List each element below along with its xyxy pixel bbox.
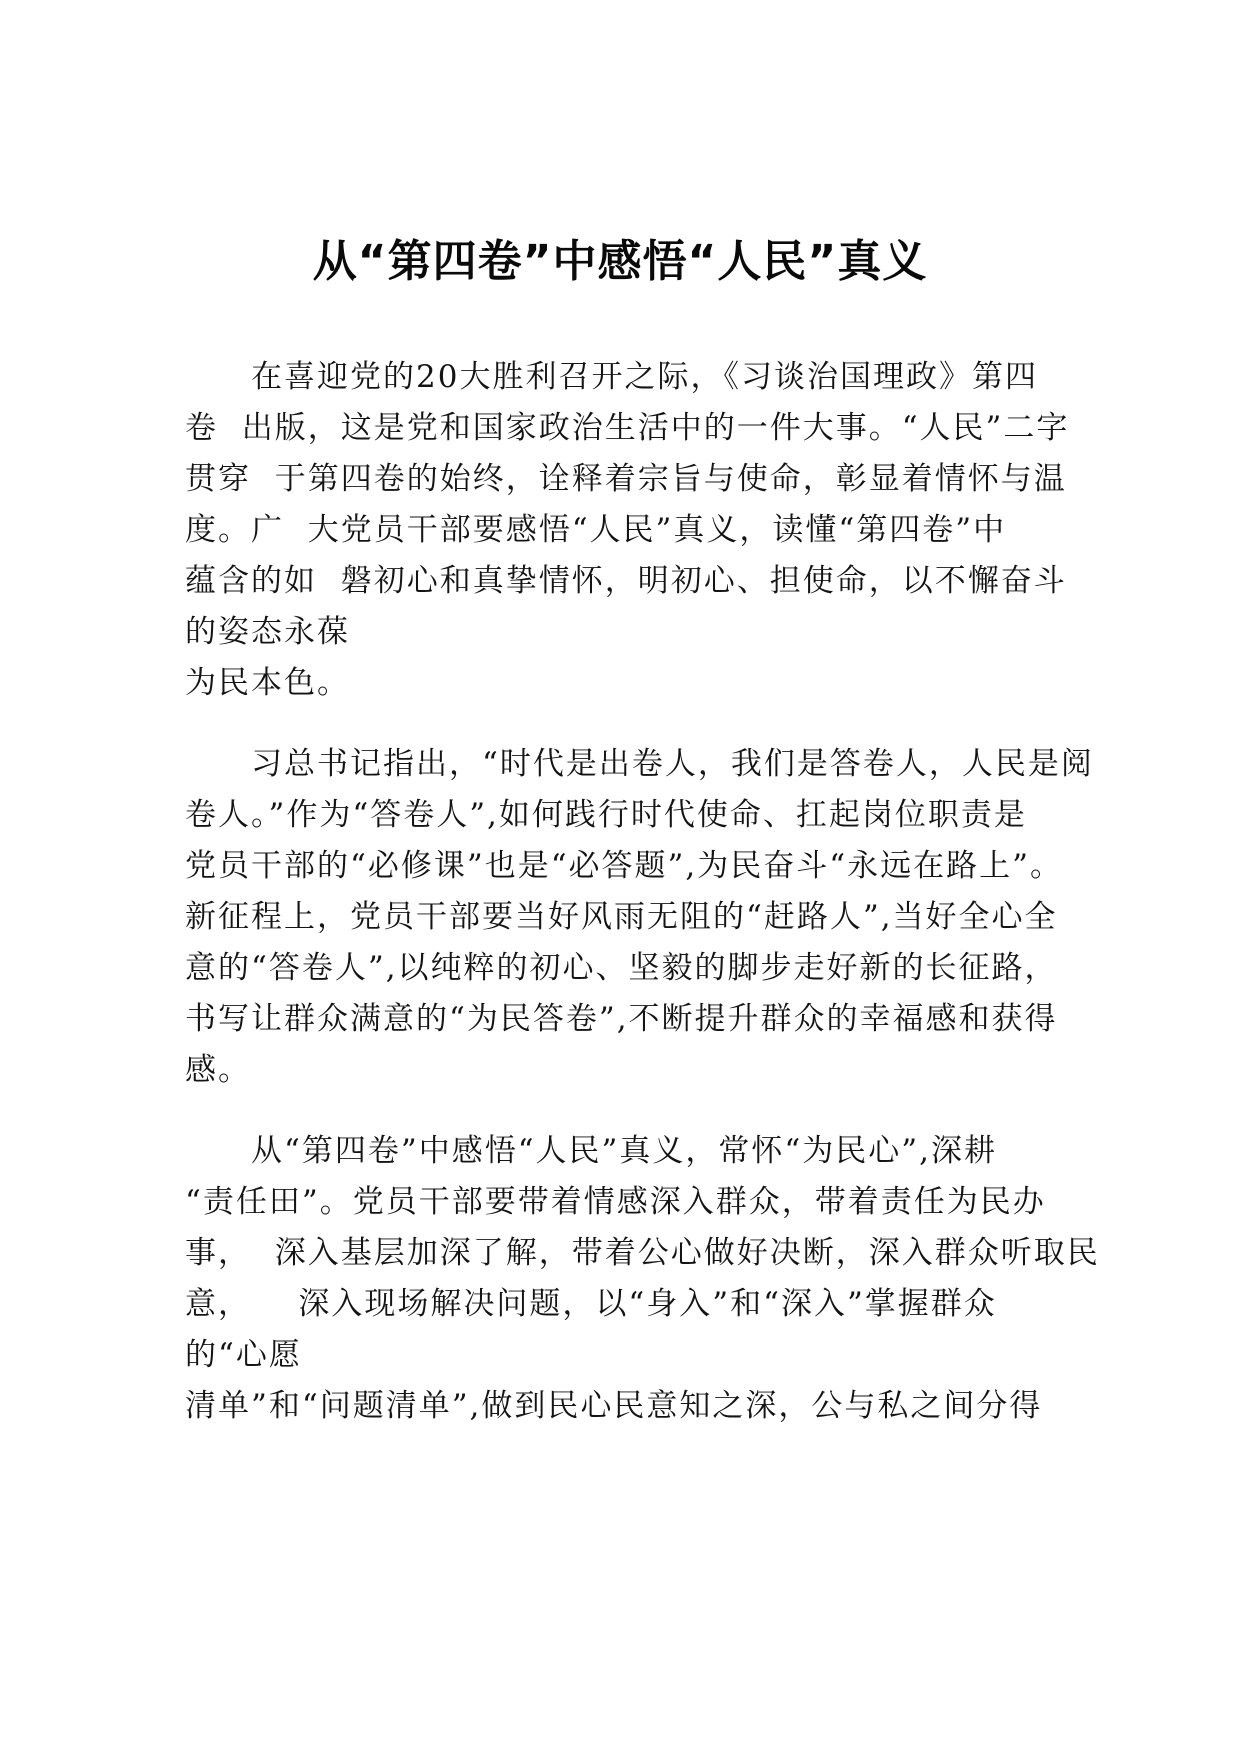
paragraph-spacer bbox=[185, 1096, 1075, 1126]
document-body bbox=[185, 352, 1100, 1432]
paragraph-1-line-3: 贯穿 于第四卷的始终，诠释着宗旨与使命，彰显着情怀与温 bbox=[185, 461, 1067, 497]
paragraph-2-line-7: 感。 bbox=[185, 1052, 251, 1088]
paragraph-1-line-1: 在喜迎党的20大胜利召开之际，《习谈治国理政》第四 bbox=[251, 359, 1038, 395]
paragraph-3-line-5: 的“心愿 bbox=[185, 1337, 302, 1373]
paragraph-1-line-2: 卷 出版，这是党和国家政治生活中的一件大事。“人民”二字 bbox=[185, 410, 1070, 446]
paragraph-1-line-5: 蕴含的如 磐初心和真挚情怀，明初心、担使命，以不懈奋斗 bbox=[185, 563, 1067, 599]
paragraph-1-line-7: 为民本色。 bbox=[185, 665, 350, 701]
paragraph-2-line-4: 新征程上，党员干部要当好风雨无阻的“赶路人”,当好全心全 bbox=[185, 899, 1058, 935]
paragraph-2-line-1: 习总书记指出，“时代是出卷人，我们是答卷人，人民是阅 bbox=[251, 746, 1094, 782]
paragraph-1-line-6: 的姿态永葆 bbox=[185, 614, 350, 650]
paragraph-2-line-5: 意的“答卷人”,以纯粹的初心、坚毅的脚步走好新的长征路， bbox=[185, 950, 1058, 986]
document-title: 从“第四卷”中感悟“人民”真义 bbox=[312, 236, 928, 287]
paragraph-1 bbox=[185, 352, 1075, 709]
paragraph-spacer bbox=[185, 709, 1075, 739]
paragraph-3-line-2: “责任田”。党员干部要带着情感深入群众，带着责任为民办 bbox=[185, 1184, 1046, 1220]
paragraph-3-line-4: 意， 深入现场解决问题，以“身入”和“深入”掌握群众 bbox=[185, 1286, 997, 1322]
paragraph-2 bbox=[185, 739, 1094, 1096]
paragraph-1-line-4: 度。广 大党员干部要感悟“人民”真义，读懂“第四卷”中 bbox=[185, 512, 1007, 548]
paragraph-3 bbox=[185, 1126, 1100, 1432]
paragraph-2-line-2: 卷人。”作为“答卷人”,如何践行时代使命、扛起岗位职责是 bbox=[185, 797, 1027, 833]
paragraph-3-line-6: 清单”和“问题清单”,做到民心民意知之深，公与私之间分得 bbox=[185, 1388, 1043, 1424]
paragraph-3-line-1: 从“第四卷”中感悟“人民”真义，常怀“为民心”,深耕 bbox=[251, 1133, 997, 1169]
paragraph-2-line-3: 党员干部的“必修课”也是“必答题”,为民奋斗“永远在路上”。 bbox=[185, 848, 1063, 884]
paragraph-2-line-6: 书写让群众满意的“为民答卷”,不断提升群众的幸福感和获得 bbox=[185, 1001, 1058, 1037]
paragraph-3-line-3: 事， 深入基层加深了解，带着公心做好决断，深入群众听取民 bbox=[185, 1235, 1100, 1271]
